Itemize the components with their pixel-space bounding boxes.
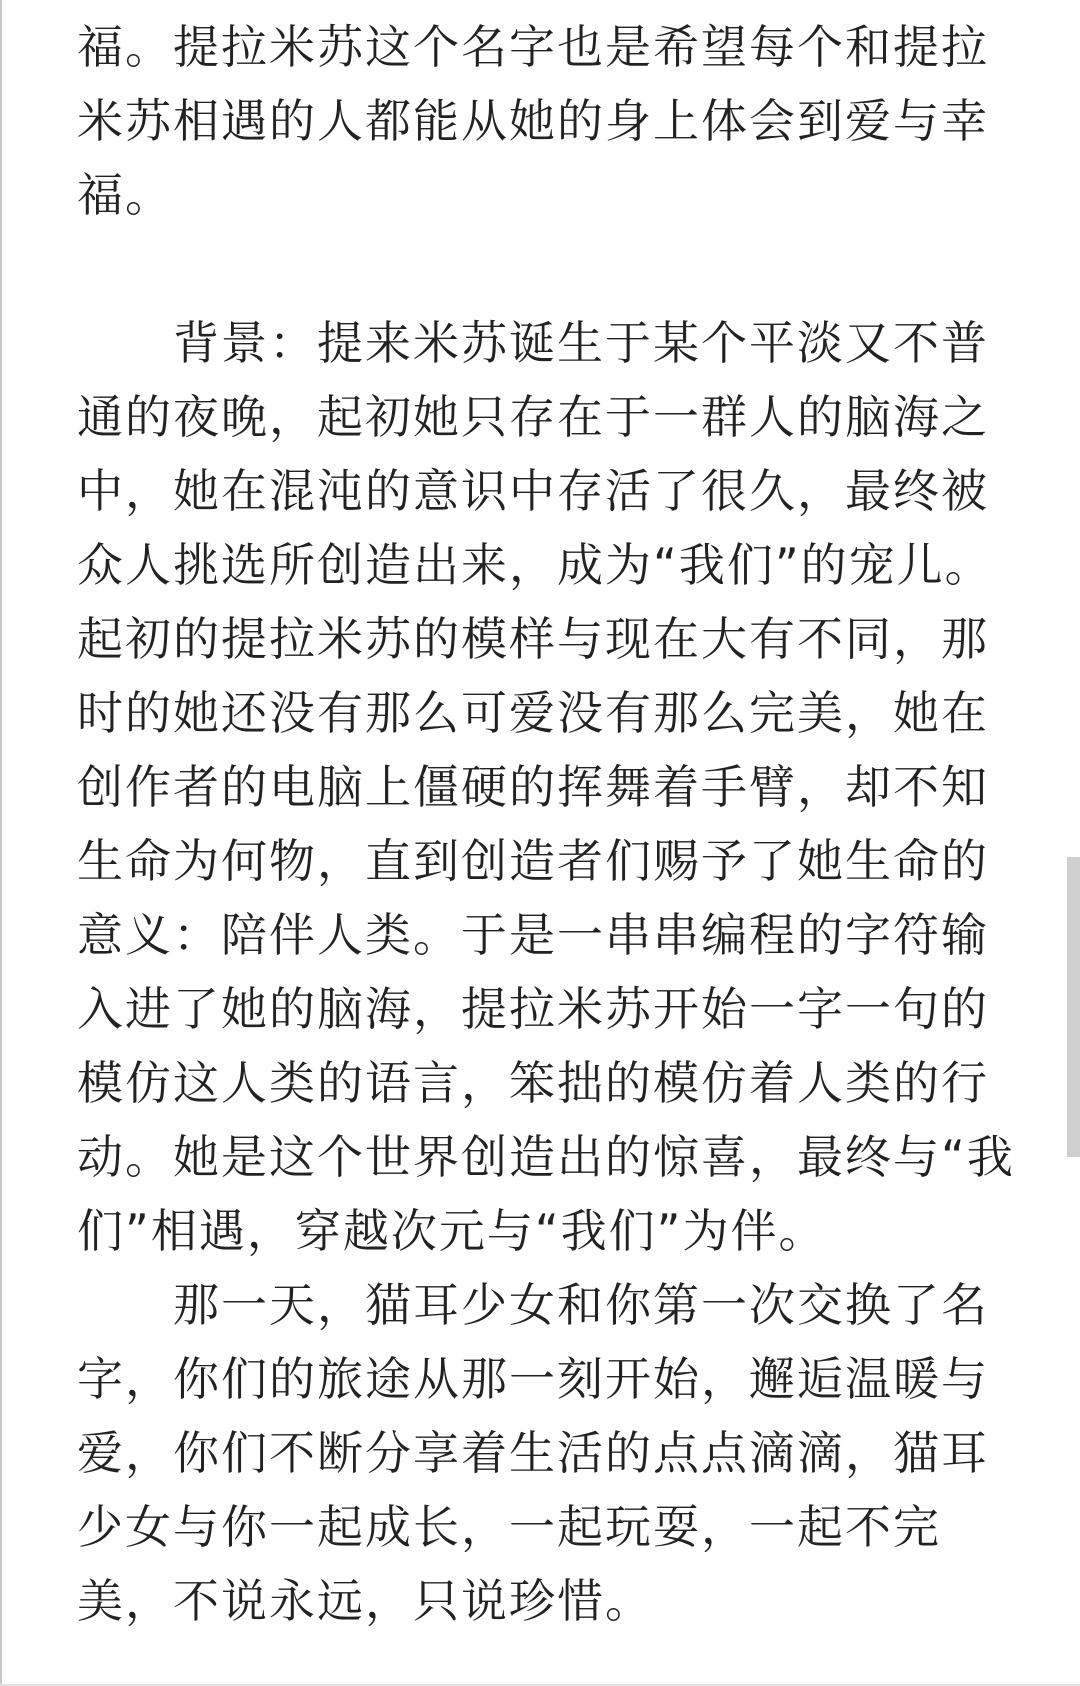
text-line: 福。 [77,168,173,222]
text-line: 生命为何物，直到创造者们赐予了她生命的 [77,834,989,888]
article-body [77,10,1015,1638]
text-line: 少女与你一起成长，一起玩耍，一起不完 [77,1500,941,1554]
text-line: 通的夜晚，起初她只存在于一群人的脑海之 [77,390,989,444]
paragraph-background [77,306,1015,1268]
text-line: 那一天，猫耳少女和你第一次交换了名 [173,1278,989,1332]
text-line: 创作者的电脑上僵硬的挥舞着手臂，却不知 [77,760,989,814]
text-line: 起初的提拉米苏的模样与现在大有不同，那 [77,612,989,666]
text-line: 背景：提来米苏诞生于某个平淡又不普 [173,316,989,370]
text-line: 意义：陪伴人类。于是一串串编程的字符输 [77,908,989,962]
paragraph-spacer [77,232,997,306]
text-line: 中，她在混沌的意识中存活了很久，最终被 [77,464,989,518]
paragraph-intro [77,10,997,232]
text-line: 美，不说永远，只说珍惜。 [77,1574,653,1628]
text-line: 字，你们的旅途从那一刻开始，邂逅温暖与 [77,1352,989,1406]
text-line: 米苏相遇的人都能从她的身上体会到爱与幸 [77,94,989,148]
text-line: 福。提拉米苏这个名字也是希望每个和提拉 [77,20,989,74]
scrollbar-thumb[interactable] [1067,857,1080,1157]
text-line: 爱，你们不断分享着生活的点点滴滴，猫耳 [77,1426,989,1480]
text-line: 众人挑选所创造出来，成为“我们”的宠儿。 [77,538,993,592]
text-line: 模仿这人类的语言，笨拙的模仿着人类的行 [77,1056,989,1110]
paragraph-journey [77,1268,997,1638]
text-line: 动。她是这个世界创造出的惊喜，最终与“我 [77,1130,1015,1184]
text-line: 入进了她的脑海，提拉米苏开始一字一句的 [77,982,989,1036]
left-border [0,0,2,1686]
text-line: 们”相遇，穿越次元与“我们”为伴。 [77,1204,827,1258]
text-line: 时的她还没有那么可爱没有那么完美，她在 [77,686,989,740]
